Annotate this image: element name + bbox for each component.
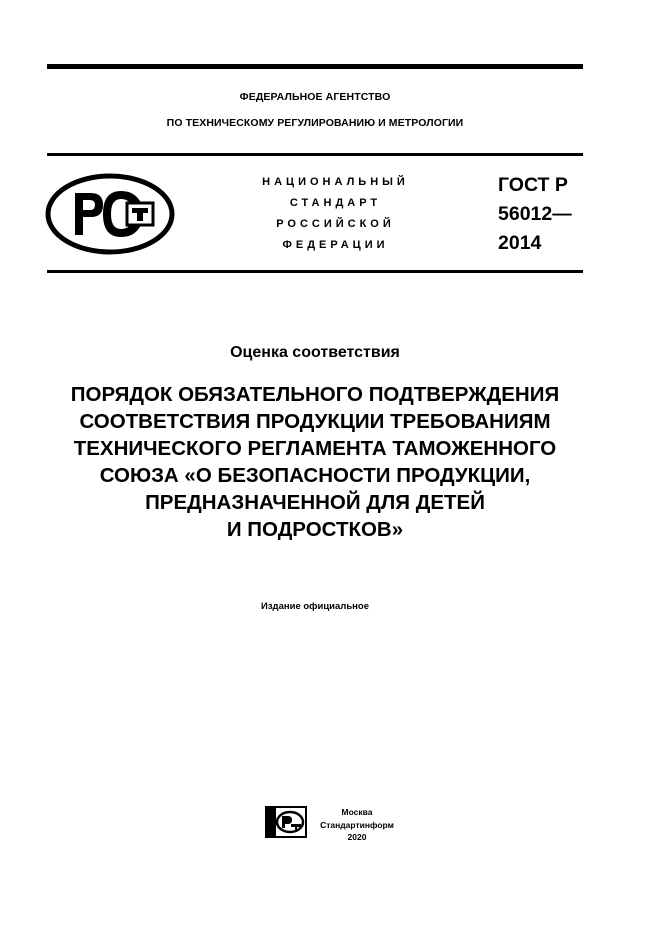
title-line: ТЕХНИЧЕСКОГО РЕГЛАМЕНТА ТАМОЖЕННОГО bbox=[73, 437, 557, 460]
edition-note: Издание официальное bbox=[261, 601, 369, 612]
standard-kind-line: НАЦИОНАЛЬНЫЙ bbox=[262, 176, 409, 188]
standard-kind-line: СТАНДАРТ bbox=[289, 197, 382, 209]
standard-code bbox=[498, 171, 572, 258]
header-bottom-rule bbox=[47, 270, 583, 273]
publisher-city: Москва bbox=[341, 807, 373, 817]
rst-certification-mark-icon bbox=[45, 173, 175, 255]
title-line: ПРЕДНАЗНАЧЕННОЙ ДЛЯ ДЕТЕЙ bbox=[145, 491, 485, 514]
publisher-imprint bbox=[310, 806, 404, 844]
standard-code-line: ГОСТ Р bbox=[498, 174, 568, 196]
title-line: СОЮЗА «О БЕЗОПАСНОСТИ ПРОДУКЦИИ, bbox=[99, 464, 531, 487]
standard-kind-line: ФЕДЕРАЦИИ bbox=[282, 239, 389, 251]
standard-code-line: 56012— bbox=[498, 203, 572, 225]
title-line: И ПОДРОСТКОВ» bbox=[226, 518, 404, 541]
standartinform-logo-icon bbox=[265, 806, 307, 838]
standard-kind bbox=[233, 172, 438, 256]
header-divider bbox=[47, 153, 583, 156]
standard-code-line: 2014 bbox=[498, 232, 542, 254]
document-subtitle: Оценка соответствия bbox=[230, 344, 400, 361]
document-title bbox=[20, 381, 610, 543]
agency-name-line-1: ФЕДЕРАЛЬНОЕ АГЕНТСТВО bbox=[239, 91, 391, 103]
title-line: ПОРЯДОК ОБЯЗАТЕЛЬНОГО ПОДТВЕРЖДЕНИЯ bbox=[70, 383, 560, 406]
standard-kind-line: РОССИЙСКОЙ bbox=[276, 218, 395, 230]
publication-year: 2020 bbox=[347, 832, 367, 842]
agency-name-line-2: ПО ТЕХНИЧЕСКОМУ РЕГУЛИРОВАНИЮ И МЕТРОЛОГИИ bbox=[166, 117, 464, 129]
title-line: СООТВЕТСТВИЯ ПРОДУКЦИИ ТРЕБОВАНИЯМ bbox=[79, 410, 551, 433]
publisher-name: Стандартинформ bbox=[320, 819, 394, 830]
top-rule bbox=[47, 64, 583, 69]
